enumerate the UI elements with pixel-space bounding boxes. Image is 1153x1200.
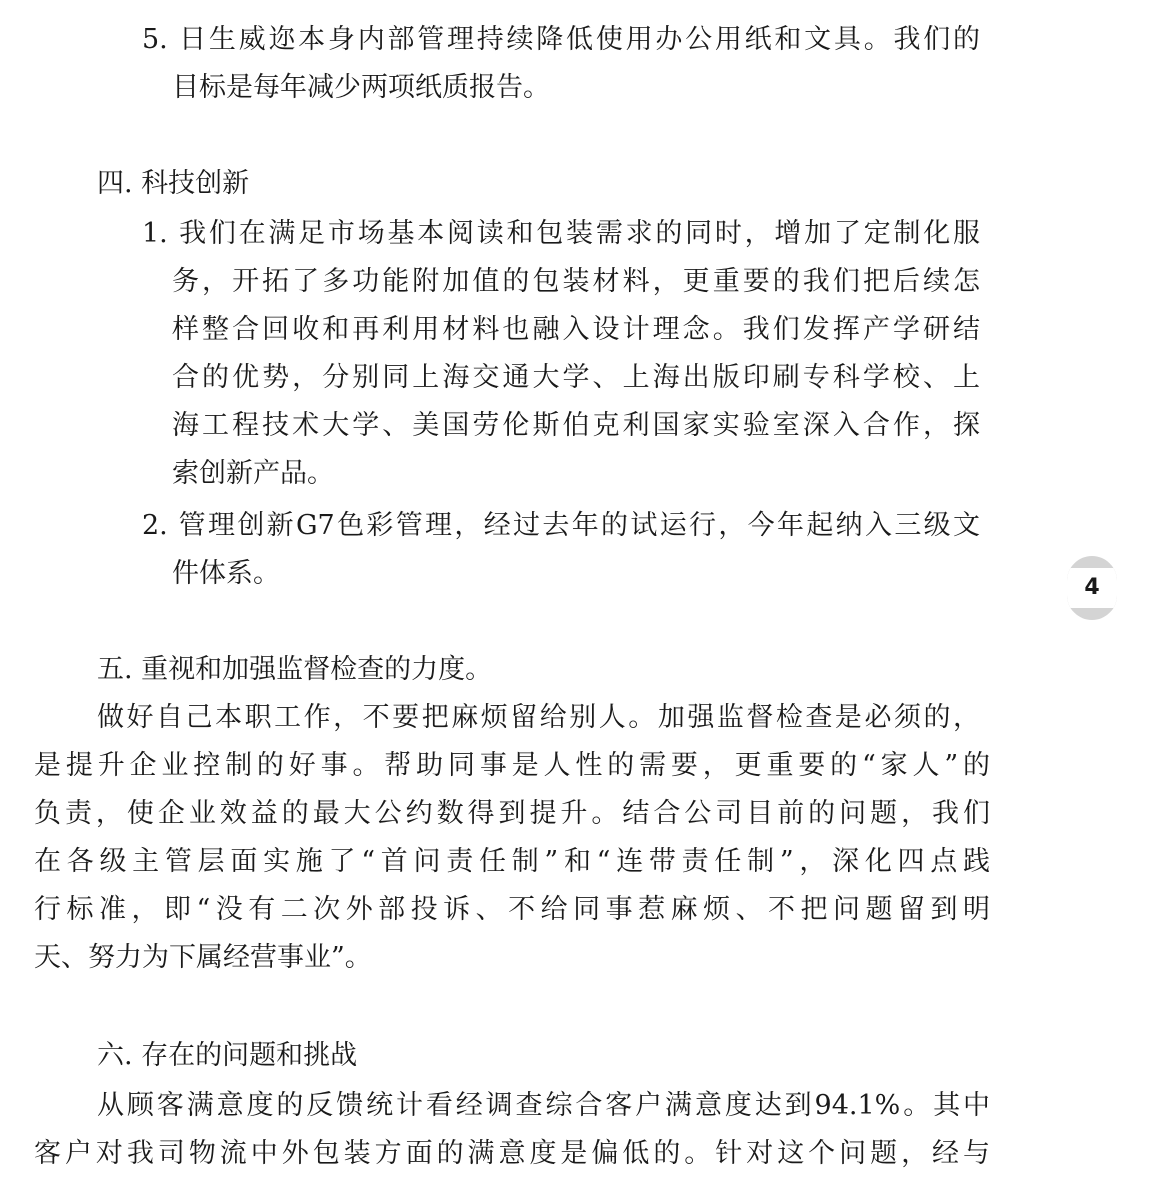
section-5-heading: 五. 重视和加强监督检查的力度。 xyxy=(97,654,493,685)
section-5-paragraph-line-4: 在各级主管层面实施了“首问责任制”和“连带责任制”，深化四点践 xyxy=(34,846,990,877)
section-4-item-2-line-2: 件体系。 xyxy=(172,558,280,589)
page-tab-top-band xyxy=(1067,556,1117,568)
page-tab-bottom-band xyxy=(1067,608,1117,620)
section-4-item-1-line-3: 样整合回收和再利用材料也融入设计理念。我们发挥产学研结 xyxy=(172,314,980,345)
page-number-tab xyxy=(1067,556,1117,620)
section-4-item-1-line-5: 海工程技术大学、美国劳伦斯伯克利国家实验室深入合作，探 xyxy=(172,410,980,441)
section-6-paragraph-line-2: 客户对我司物流中外包装方面的满意度是偏低的。针对这个问题，经与 xyxy=(34,1138,990,1169)
item5-line-2: 目标是每年减少两项纸质报告。 xyxy=(172,72,550,103)
section-5-paragraph-line-6: 天、努力为下属经营事业”。 xyxy=(34,942,372,973)
section-6-paragraph-line-1: 从顾客满意度的反馈统计看经调查综合客户满意度达到94.1%。其中 xyxy=(97,1090,990,1121)
section-4-heading: 四. 科技创新 xyxy=(97,168,250,199)
section-5-paragraph-line-3: 负责，使企业效益的最大公约数得到提升。结合公司目前的问题，我们 xyxy=(34,798,990,829)
section-4-item-1-line-2: 务，开拓了多功能附加值的包装材料，更重要的我们把后续怎 xyxy=(172,266,980,297)
section-6-heading: 六. 存在的问题和挑战 xyxy=(97,1040,358,1071)
section-4-item-1-line-4: 合的优势，分别同上海交通大学、上海出版印刷专科学校、上 xyxy=(172,362,980,393)
section-5-paragraph-line-2: 是提升企业控制的好事。帮助同事是人性的需要，更重要的“家人”的 xyxy=(34,750,990,781)
section-5-paragraph-line-5: 行标准，即“没有二次外部投诉、不给同事惹麻烦、不把问题留到明 xyxy=(34,894,990,925)
section-4-item-1-line-1: 1. 我们在满足市场基本阅读和包装需求的同时，增加了定制化服 xyxy=(142,218,980,249)
page-number: 4 xyxy=(1084,575,1100,600)
section-4-item-1-line-6: 索创新产品。 xyxy=(172,458,334,489)
section-4-item-2-line-1: 2. 管理创新G7色彩管理，经过去年的试运行，今年起纳入三级文 xyxy=(142,510,980,541)
section-5-paragraph-line-1: 做好自己本职工作，不要把麻烦留给别人。加强监督检查是必须的， xyxy=(97,702,980,733)
item5-line-1: 5. 日生威迩本身内部管理持续降低使用办公用纸和文具。我们的 xyxy=(142,24,980,55)
